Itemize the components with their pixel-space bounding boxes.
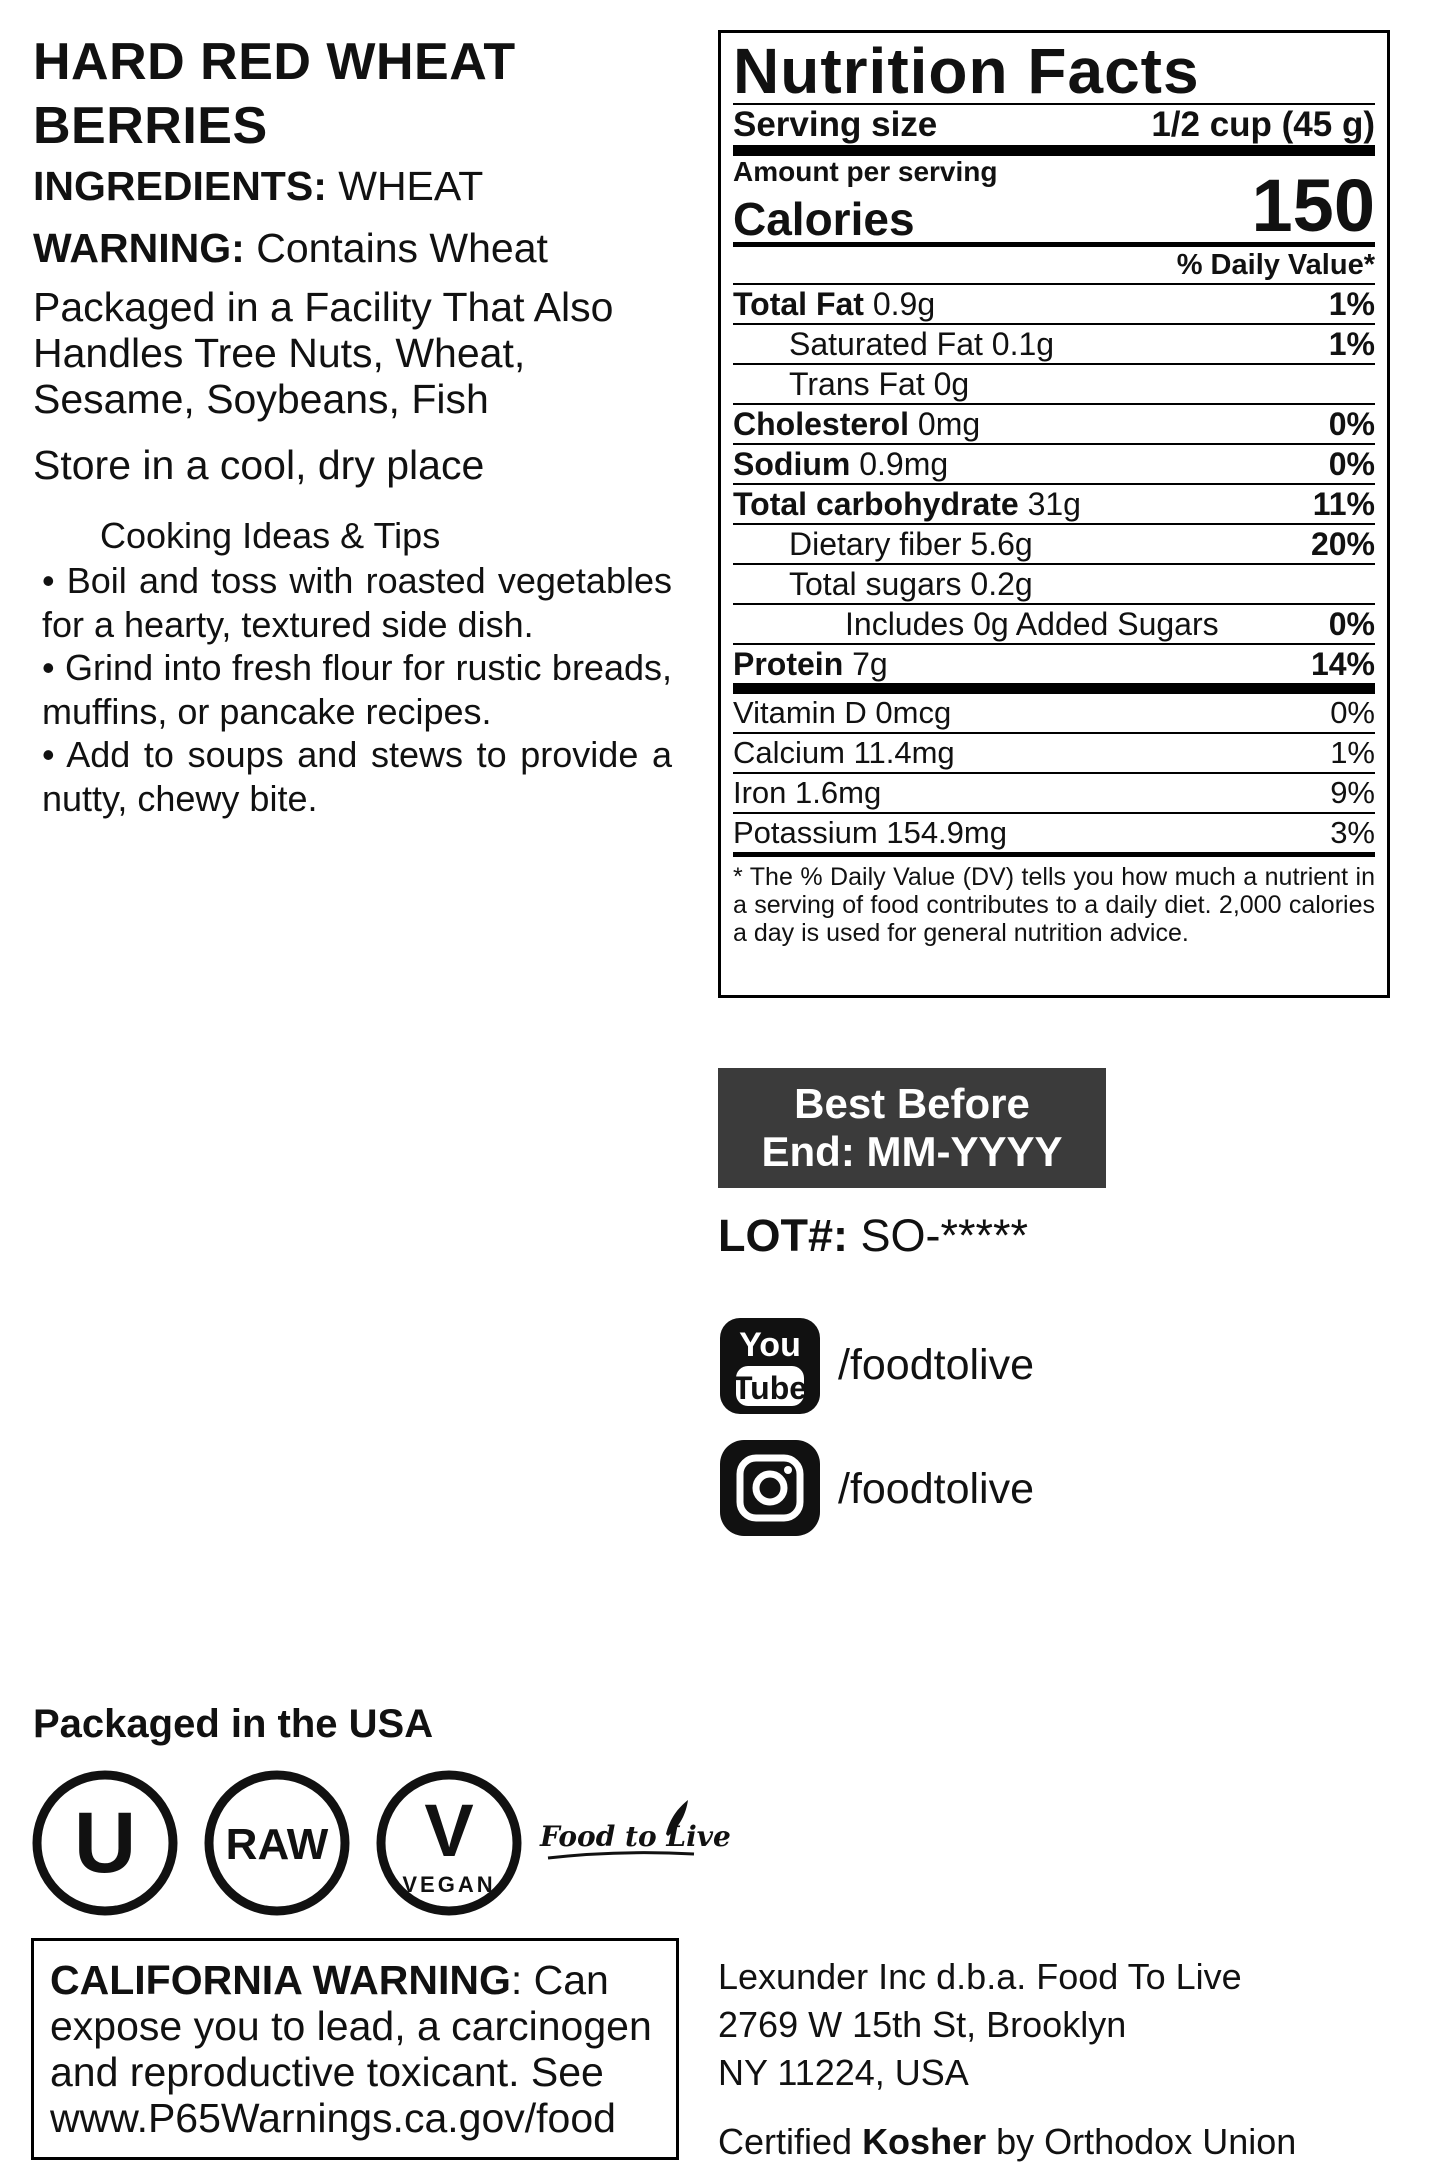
nutrient-amount: 0mg [909,406,981,442]
vitamin-row [733,694,1375,734]
amount-per-serving: Amount per serving [733,156,998,187]
raw-text: RAW [225,1820,329,1869]
daily-value-footnote: * The % Daily Value (DV) tells you how much a nutrient in a serving of food contributes to a daily diet. 2,000 calories a day is used for general nutrition advice. [733,863,1375,947]
ingredients-line [33,162,483,210]
nutrient-dv: 0% [1328,606,1375,642]
vegan-letter: V [424,1789,474,1872]
tip-item: • Add to soups and stews to provide a nutty, chewy bite. [42,734,672,819]
california-warning-text: : Can expose you to lead, a carcinogen and reproductive toxicant. See www.P65Warnings.ca.gov/food [50,1957,652,2141]
nutrient-row [733,485,1375,525]
vitamin-name: Vitamin D 0mcg [733,695,952,730]
california-warning-box [31,1938,679,2160]
warning-label: WARNING: [33,225,245,271]
vitamin-dv: 9% [1330,775,1375,810]
nutrient-name: Sodium [733,446,851,482]
nutrient-row [733,645,1375,683]
allergen-warning [33,224,548,272]
nutrient-name: Saturated Fat 0.1g [789,326,1055,362]
vitamin-name: Potassium 154.9mg [733,815,1007,850]
nutrient-dv: 1% [1328,326,1375,362]
nutrient-dv: 1% [1328,286,1375,322]
nutrient-dv: 20% [1310,526,1375,562]
nutrient-name: Cholesterol [733,406,910,442]
ingredients-value: WHEAT [326,163,484,209]
nutrient-name: Total Fat [733,286,864,322]
kosher-certification [718,2120,1296,2164]
vitamin-row [733,734,1375,774]
nutrient-name: Dietary fiber 5.6g [789,526,1033,562]
nutrient-row [733,325,1375,365]
serving-size-label: Serving size [733,105,938,144]
nutrient-row [733,365,1375,405]
food-to-live-logo [538,1788,731,1884]
tips-heading: Cooking Ideas & Tips [100,515,441,556]
nutrient-name: Trans Fat 0g [789,366,970,402]
product-title: HARD RED WHEAT BERRIES [33,33,516,155]
serving-size-row [733,105,1375,145]
vitamin-dv: 0% [1330,695,1375,730]
youtube-handle: /foodtolive [838,1341,1035,1389]
ou-letter: U [73,1795,137,1891]
california-warning-label: CALIFORNIA WARNING [50,1957,511,2003]
tip-item: • Grind into fresh flour for rustic breads, muffins, or pancake recipes. [42,647,672,732]
nutrient-dv: 14% [1310,646,1375,682]
nutrient-name: Protein [733,646,844,682]
lot-value: SO-***** [848,1210,1029,1261]
instagram-icon [718,1438,822,1538]
nutrient-row [733,285,1375,325]
nutrient-dv: 0% [1328,446,1375,482]
best-before-line2: End: MM-YYYY [761,1128,1063,1175]
address-line-2: 2769 W 15th St, Brooklyn [718,2004,1127,2045]
nutrient-row [733,565,1375,605]
nutrition-facts-title: Nutrition Facts [733,35,1200,107]
warning-value: Contains Wheat [244,225,548,271]
raw-badge [202,1768,352,1918]
kosher-bold: Kosher [862,2121,987,2162]
nutrition-facts-panel [718,30,1390,998]
nutrient-row [733,525,1375,565]
packaged-in-usa: Packaged in the USA [33,1702,434,1746]
vegan-badge [374,1768,524,1918]
nutrient-name: Includes 0g Added Sugars [845,606,1219,642]
tip-item: • Boil and toss with roasted vegetables for a hearty, textured side dish. [42,560,672,645]
nutrient-amount: 0.9mg [850,446,949,482]
instagram-handle: /foodtolive [838,1465,1035,1513]
nutrient-amount: 31g [1018,486,1081,522]
nutrient-amount: 7g [843,646,888,682]
nutrient-row [733,445,1375,485]
nutrient-dv: 0% [1328,406,1375,442]
vegan-text: VEGAN [402,1872,496,1897]
vitamin-name: Iron 1.6mg [733,775,882,810]
vitamin-name: Calcium 11.4mg [733,735,955,770]
address-line-3: NY 11224, USA [718,2052,969,2093]
address-line-1: Lexunder Inc d.b.a. Food To Live [718,1956,1242,1997]
nutrient-amount: 0.9g [863,286,936,322]
youtube-icon-top-text: You [739,1326,801,1364]
company-address [718,1953,1242,2097]
tips-list [42,559,672,820]
vitamin-row [733,774,1375,814]
storage-instructions: Store in a cool, dry place [33,442,485,488]
nutrient-row [733,605,1375,645]
lot-number [718,1210,1028,1262]
kosher-prefix: Certified [718,2121,863,2162]
vitamin-dv: 1% [1330,735,1375,770]
vitamin-row [733,814,1375,857]
nutrient-name: Total carbohydrate [733,486,1019,522]
calories-label: Calories [733,193,915,245]
youtube-icon [718,1316,822,1416]
nutrient-row [733,405,1375,445]
nutrient-name: Total sugars 0.2g [789,566,1033,602]
ingredients-label: INGREDIENTS: [33,163,327,209]
lot-label: LOT#: [718,1210,848,1261]
youtube-icon-bottom-text: Tube [732,1370,808,1406]
best-before-line1: Best Before [794,1080,1030,1127]
daily-value-header: % Daily Value* [733,247,1375,285]
brand-logo-text: Food to Live [540,1820,731,1853]
serving-size-value: 1/2 cup (45 g) [1151,105,1375,144]
calories-value: 150 [1251,164,1375,247]
best-before-box [718,1068,1106,1188]
kosher-ou-badge [30,1768,180,1918]
kosher-suffix: by Orthodox Union [986,2121,1297,2162]
nutrient-dv: 11% [1312,486,1375,522]
vitamin-dv: 3% [1330,815,1375,850]
facility-statement: Packaged in a Facility That Also Handles Tree Nuts, Wheat, Sesame, Soybeans, Fish [33,284,614,422]
calories-block [733,156,1375,247]
